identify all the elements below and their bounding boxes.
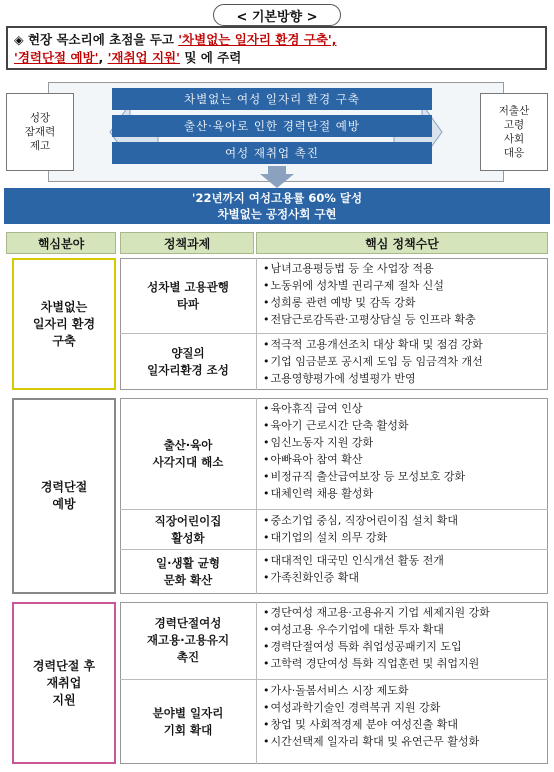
list-item: • 중소기업 중심, 직장어린이집 설치 확대 (263, 512, 548, 529)
intro-tail: 및 에 주력 (179, 50, 242, 65)
left-box-text: 성장 잠재력 제고 (24, 112, 56, 152)
task-cell-2-2 (120, 510, 256, 550)
list-item: • 고용영향평가에 성별평가 반영 (263, 370, 548, 387)
area-label-2: 경력단절 예방 (40, 480, 88, 511)
intro-highlight-3: '재취업 지원' (107, 50, 180, 65)
task-cell-2-1 (120, 398, 256, 510)
area-cell-1 (12, 258, 116, 390)
list-item: • 대체인력 채용 활성화 (263, 485, 548, 502)
list-item: • 육아기 근로시간 단축 활성화 (263, 417, 548, 434)
down-arrow-icon (260, 166, 294, 188)
list-item: • 전담근로감독관·고평상담실 등 인프라 확충 (263, 311, 548, 328)
task-label: 직장어린이집 활성화 (154, 513, 222, 545)
diagram-right-box (480, 93, 548, 171)
goal-line-1: '22년까지 여성고용률 60% 달성 (191, 191, 363, 205)
diamond-icon: ◈ (14, 32, 24, 47)
task-cell-3-1 (120, 602, 256, 680)
task-label: 성차별 고용관행 타파 (147, 279, 229, 311)
task-cell-3-2 (120, 680, 256, 764)
list-item: • 경력단절여성 특화 취업성공패키지 도입 (263, 638, 548, 655)
header-area: 핵심분야 (6, 232, 116, 254)
list-item: • 남녀고용평등법 등 全 사업장 적용 (263, 260, 548, 277)
list-item: • 시간선택제 일자리 확대 및 유연근무 활성화 (263, 733, 548, 750)
task-label: 분야별 일자리 기회 확대 (152, 706, 224, 737)
means-cell-2-3 (256, 550, 548, 594)
task-cell-1-2 (120, 334, 256, 390)
task-label: 양질의 일자리환경 조성 (147, 346, 229, 377)
list-item: • 대대적인 대국민 인식개선 활동 전개 (263, 552, 548, 569)
means-cell-1-2 (256, 334, 548, 390)
list-item: • 창업 및 사회적경제 분야 여성진출 확대 (263, 716, 548, 733)
intro-highlight-2: '경력단절 예방' (14, 50, 99, 65)
diagram-bar-1: 차별없는 여성 일자리 환경 구축 (112, 88, 432, 110)
means-cell-1-1 (256, 258, 548, 334)
means-cell-2-1 (256, 398, 548, 510)
page-title: < 기본방향 > (213, 4, 341, 26)
intro-text: 현장 목소리에 초점을 두고 (27, 32, 179, 47)
intro-highlight-1: '차별없는 일자리 환경 구축', (178, 32, 337, 47)
goal-line-2: 차별없는 공정사회 구현 (217, 207, 337, 221)
list-item: • 가족친화인증 확대 (263, 569, 548, 586)
list-item: • 가사·돌봄서비스 시장 제도화 (263, 682, 548, 699)
list-item: • 여성과학기술인 경력복귀 지원 강화 (263, 699, 548, 716)
list-item: • 아빠육아 참여 확산 (263, 451, 548, 468)
right-box-text: 저출산 고령 사회 대응 (498, 105, 530, 159)
area-cell-2 (12, 398, 116, 594)
area-label-3: 경력단절 후 재취업 지원 (32, 658, 96, 707)
means-cell-2-2 (256, 510, 548, 550)
list-item: • 여성고용 우수기업에 대한 투자 확대 (263, 621, 548, 638)
means-cell-3-1 (256, 602, 548, 680)
area-cell-3 (12, 602, 116, 764)
list-item: • 성희롱 관련 예방 및 감독 강화 (263, 294, 548, 311)
intro-box (6, 26, 547, 70)
task-cell-1-1 (120, 258, 256, 334)
list-item: • 대기업의 설치 의무 강화 (263, 529, 548, 546)
list-item: • 경단여성 재고용·고용유지 기업 세제지원 강화 (263, 604, 548, 621)
diagram-bar-3: 여성 재취업 촉진 (112, 142, 432, 164)
header-means: 핵심 정책수단 (256, 232, 548, 254)
list-item: • 적극적 고용개선조치 대상 확대 및 점검 강화 (263, 336, 548, 353)
list-item: • 임신노동자 지원 강화 (263, 434, 548, 451)
diagram-bar-2: 출산·육아로 인한 경력단절 예방 (112, 115, 432, 137)
task-label: 일·생활 균형 문화 확산 (156, 556, 220, 587)
task-label: 경력단절여성 재고용·고용유지 촉진 (146, 616, 230, 664)
diagram-left-box (6, 93, 74, 171)
list-item: • 비정규직 출산급여보장 등 모성보호 강화 (263, 468, 548, 485)
list-item: • 기업 임금분포 공시제 도입 등 임금격차 개선 (263, 353, 548, 370)
task-label: 출산·육아 사각지대 해소 (152, 437, 224, 469)
area-label-1: 차별없는 일자리 환경 구축 (32, 299, 96, 348)
goal-banner (4, 188, 550, 224)
header-task: 정책과제 (120, 232, 254, 254)
list-item: • 육아휴직 급여 인상 (263, 400, 548, 417)
task-cell-2-3 (120, 550, 256, 594)
means-cell-3-2 (256, 680, 548, 764)
list-item: • 노동위에 성차별 권리구제 절차 신설 (263, 277, 548, 294)
list-item: • 고학력 경단여성 특화 직업훈련 및 취업지원 (263, 655, 548, 672)
intro-sep: , (98, 50, 108, 65)
